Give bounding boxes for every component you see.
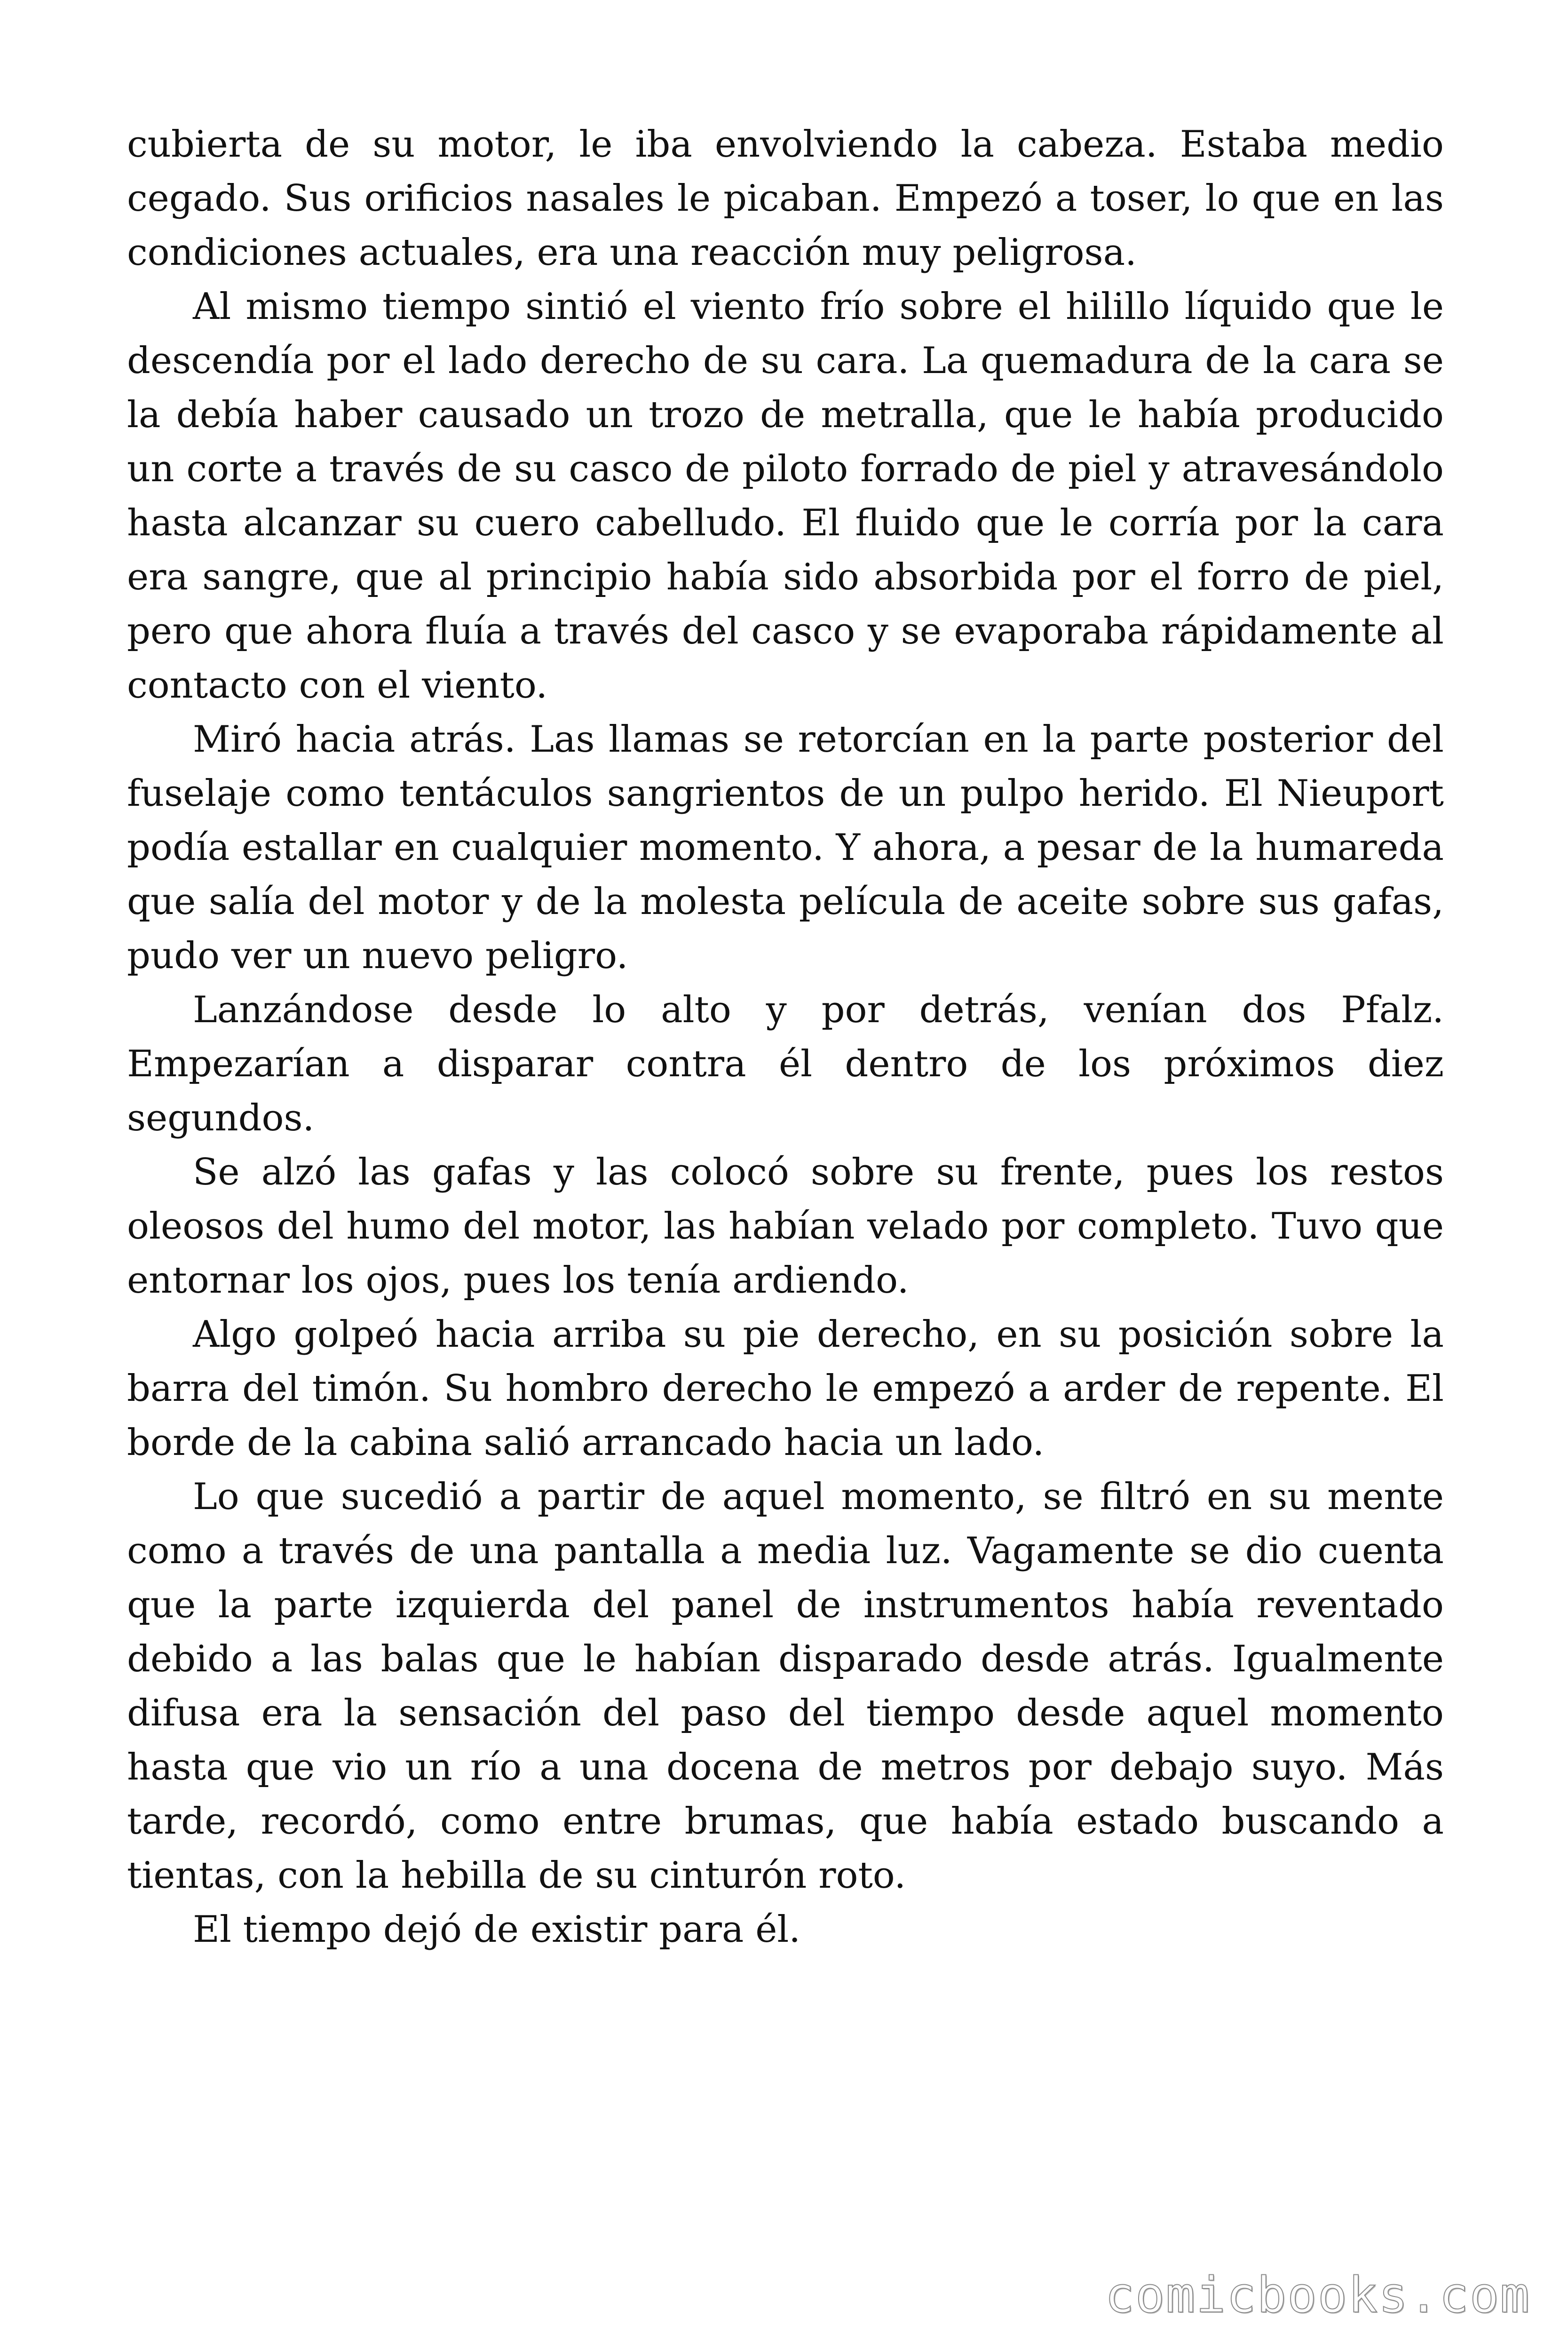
paragraph: Miró hacia atrás. Las llamas se retorcían en la parte posterior del fuselaje como tentáculos sangrientos de un pulpo herido. El Nieuport podía estallar en cualquier momento. Y ahora, a pesar de la humareda que salía del motor y de la molesta película de aceite sobre sus gafas, pudo ver un nuevo peligro. <box>127 718 1444 977</box>
paragraph-continuation: cubierta de su motor, le iba envolviendo la cabeza. Estaba medio cegado. Sus orificios nasales le picaban. Empezó a toser, lo que en las condiciones actuales, era una reacción muy peligrosa. <box>127 123 1444 274</box>
book-page-text <box>127 118 1444 1957</box>
paragraph: Algo golpeó hacia arriba su pie derecho, en su posición sobre la barra del timón. Su hombro derecho le empezó a arder de repente. El borde de la cabina salió arrancado hacia un lado. <box>127 1313 1444 1464</box>
paragraph: Se alzó las gafas y las colocó sobre su frente, pues los restos oleosos del humo del motor, las habían velado por completo. Tuvo que entornar los ojos, pues los tenía ardiendo. <box>127 1151 1444 1302</box>
paragraph: Al mismo tiempo sintió el viento frío sobre el hilillo líquido que le descendía por el lado derecho de su cara. La quemadura de la cara se la debía haber causado un trozo de metralla, que le había producido un corte a través de su casco de piloto forrado de piel y atravesándolo hasta alcanzar su cuero cabelludo. El fluido que le corría por la cara era sangre, que al principio había sido absorbida por el forro de piel, pero que ahora fluía a través del casco y se evaporaba rápidamente al contacto con el viento. <box>127 286 1444 707</box>
paragraph: El tiempo dejó de existir para él. <box>193 1908 801 1951</box>
paragraph: Lanzándose desde lo alto y por detrás, venían dos Pfalz. Empezarían a disparar contra él dentro de los próximos diez segundos. <box>127 989 1444 1139</box>
watermark: comicbooks.com <box>1105 2266 1530 2324</box>
paragraph: Lo que sucedió a partir de aquel momento, se filtró en su mente como a través de una pantalla a media luz. Vagamente se dio cuenta que la parte izquierda del panel de instrumentos había reventado debido a las balas que le habían disparado desde atrás. Igualmente difusa era la sensación del paso del tiempo desde aquel momento hasta que vio un río a una docena de metros por debajo suyo. Más tarde, recordó, como entre brumas, que había estado buscando a tientas, con la hebilla de su cinturón roto. <box>127 1476 1444 1897</box>
